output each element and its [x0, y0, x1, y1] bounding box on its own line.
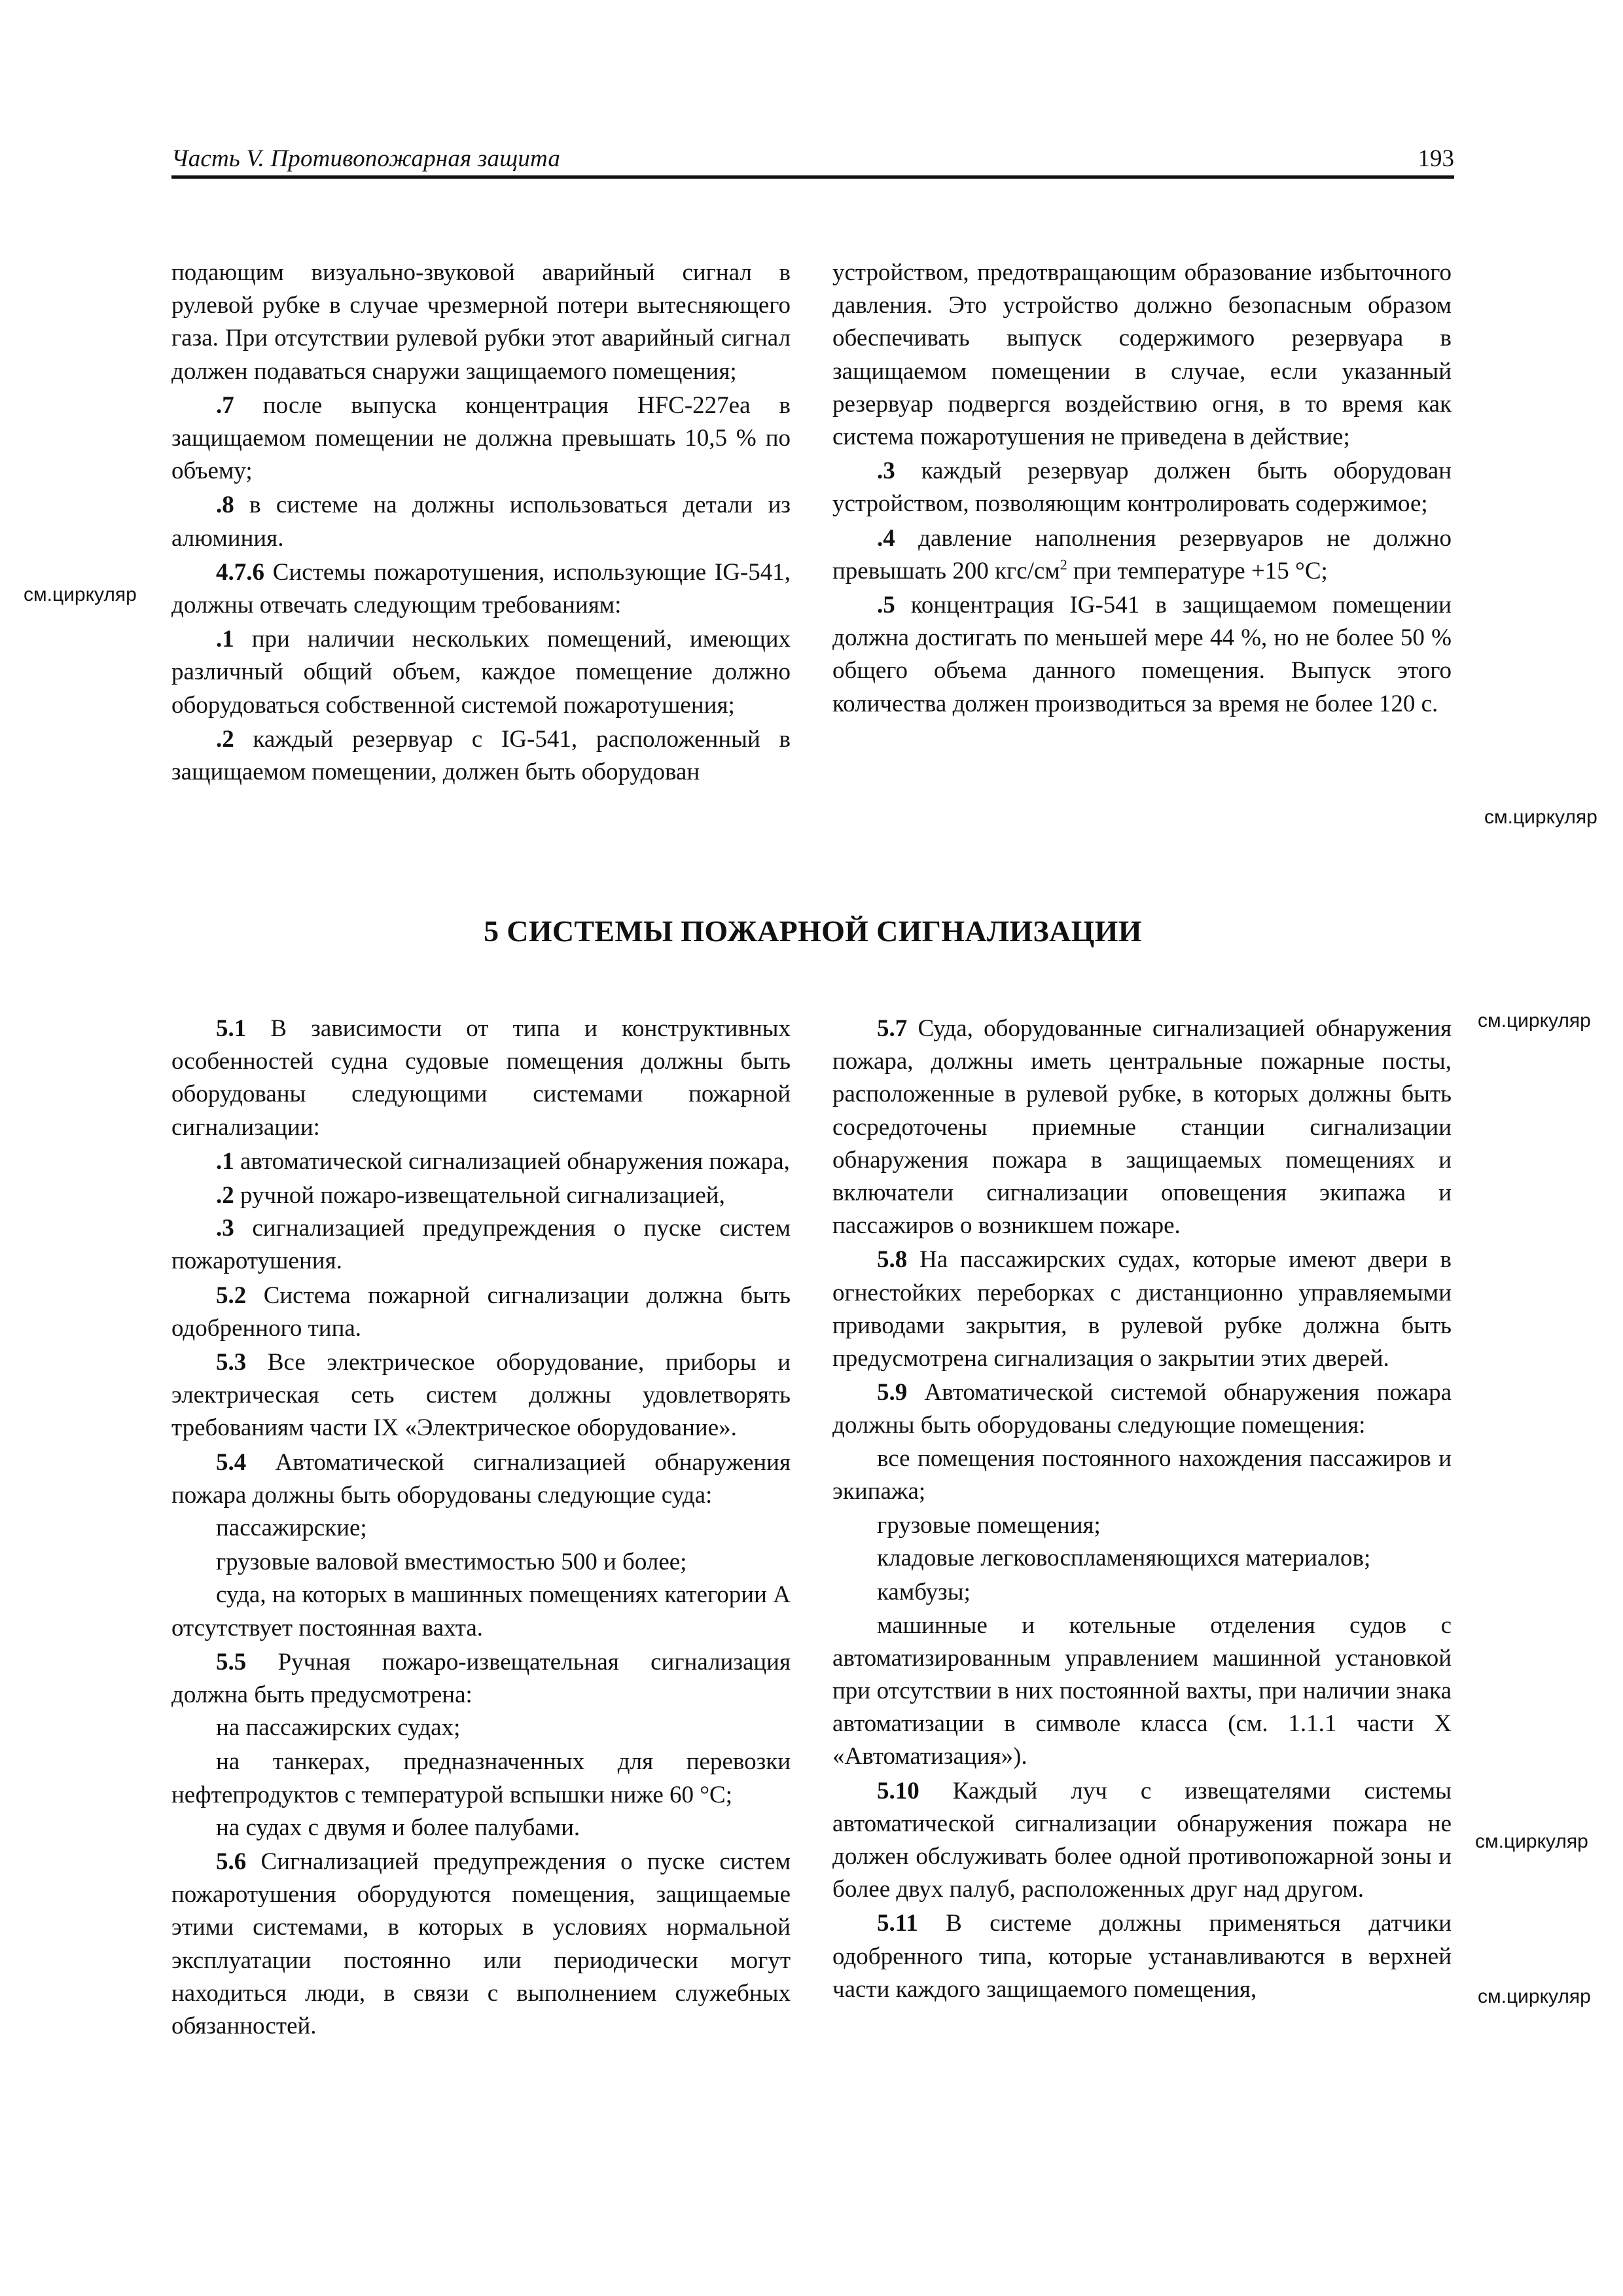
paragraph: подающим визуально-звуковой аварийный сигнал в рулевой рубке в случае чрезмерной потери вытесняющего газа. При отсутствии рулевой рубки этот аварийный сигнал должен подаваться снаружи защищаемого помещения; [171, 259, 791, 385]
list-item: на танкерах, предназначенных для перевозки нефтепродуктов с температурой вспышки ниже 60 °С; [171, 1748, 791, 1808]
paragraph: .7 после выпуска концентрация HFC-227ea в защищаемом помещении не должна превышать 10,5 % по объему; [171, 391, 791, 485]
header-divider [171, 175, 1454, 179]
paragraph: 5.1 В зависимости от типа и конструктивных особенностей судна судовые помещения должны быть оборудованы следующими системами пожарной сигнализации: [171, 1015, 791, 1141]
margin-note-circular: см.циркуляр [1478, 1010, 1591, 1031]
paragraph: .5 концентрация IG-541 в защищаемом помещении должна достигать по меньшей мере 44 %, но не более 50 % общего объема данного помещения. Выпуск этого количества должен производиться за время не более 120 с. [832, 592, 1452, 717]
bottom-left-column [171, 1013, 791, 2043]
top-left-column [171, 257, 791, 789]
margin-note-circular: см.циркуляр [1484, 806, 1597, 828]
list-item: камбузы; [877, 1579, 971, 1606]
paragraph: устройством, предотвращающим образование избыточного давления. Это устройство должно безопасным образом обеспечивать выпуск содержимого резервуара в защищаемом помещении в случае, если указанный резервуар подвергся воздействию огня, в то время как система пожаротушения не приведена в действие; [832, 259, 1452, 451]
list-item: на пассажирских судах; [216, 1714, 461, 1742]
margin-note-circular: см.циркуляр [1478, 1986, 1591, 2007]
running-header-title: Часть V. Противопожарная защита [171, 145, 561, 172]
list-item: на судах с двумя и более палубами. [216, 1814, 580, 1841]
paragraph: 5.3 Все электрическое оборудование, приборы и электрическая сеть систем должны удовлетворять требованиям части IX «Электрическое оборудование». [171, 1349, 791, 1442]
paragraph: .3 сигнализацией предупреждения о пуске систем пожаротушения. [171, 1215, 791, 1275]
paragraph: 4.7.6 Системы пожаротушения, использующие IG-541, должны отвечать следующим требованиям: [171, 558, 791, 619]
paragraph: .8 в системе на должны использоваться детали из алюминия. [171, 492, 791, 552]
section-title: 5 СИСТЕМЫ ПОЖАРНОЙ СИГНАЛИЗАЦИИ [484, 914, 1142, 948]
paragraph: .4 давление наполнения резервуаров не должно превышать 200 кгс/$см^2$ при температуре +15 °С; [832, 524, 1452, 584]
list-item: машинные и котельные отделения судов с автоматизированным управлением машинной установкой при отсутствии в них постоянной вахты, при наличии знака автоматизации в символе класса (см. 1.1.1 части Х «Автоматизация»). [832, 1611, 1452, 1770]
list-item: грузовые валовой вместимостью 500 и более; [216, 1549, 687, 1576]
paragraph: 5.10 Каждый луч с извещателями системы автоматической сигнализации обнаружения пожара не должен обслуживать более одной противопожарной зоны и более двух палуб, расположенных друг над другом. [832, 1777, 1452, 1903]
paragraph: 5.7 Суда, оборудованные сигнализацией обнаружения пожара, должны иметь центральные пожарные посты, расположенные в рулевой рубке, в которых должны быть сосредоточены приемные станции сигнализации обнаружения пожара в защищаемых помещениях и включатели сигнализации оповещения экипажа и пассажиров о возникшем пожаре. [832, 1015, 1452, 1240]
paragraph: .2 ручной пожаро-извещательной сигнализацией, [216, 1182, 725, 1210]
list-item: кладовые легковоспламеняющихся материалов; [877, 1545, 1371, 1572]
paragraph: 5.9 Автоматической системой обнаружения пожара должны быть оборудованы следующие помещения: [832, 1379, 1452, 1439]
paragraph: .1 при наличии нескольких помещений, имеющих различный общий объем, каждое помещение должно оборудоваться собственной системой пожаротушения; [171, 626, 791, 719]
paragraph: 5.6 Сигнализацией предупреждения о пуске систем пожаротушения оборудуются помещения, защищаемые этими системами, в которых в условиях нормальной эксплуатации постоянно или периодически могут находиться люди, в связи с выполнением служебных обязанностей. [171, 1848, 791, 2040]
paragraph: 5.2 Система пожарной сигнализации должна быть одобренного типа. [171, 1282, 791, 1342]
paragraph: .3 каждый резервуар должен быть оборудован устройством, позволяющим контролировать содержимое; [832, 457, 1452, 518]
margin-note-circular: см.циркуляр [1475, 1831, 1588, 1852]
paragraph: 5.11 В системе должны применяться датчики одобренного типа, которые устанавливаются в верхней части каждого защищаемого помещения, [832, 1910, 1452, 2003]
list-item: все помещения постоянного нахождения пассажиров и экипажа; [832, 1444, 1452, 1505]
top-right-column [832, 257, 1452, 721]
paragraph: 5.8 На пассажирских судах, которые имеют двери в огнестойких переборках с дистанционно управляемыми приводами закрытия, в рулевой рубке должна быть предусмотрена сигнализация о закрытии этих дверей. [832, 1246, 1452, 1372]
list-item: пассажирские; [216, 1515, 367, 1542]
page-number: 193 [1418, 145, 1454, 172]
bottom-right-column [832, 1013, 1452, 2006]
margin-note-circular: см.циркуляр [24, 584, 137, 605]
paragraph: 5.5 Ручная пожаро-извещательная сигнализация должна быть предусмотрена: [171, 1648, 791, 1709]
paragraph: 5.4 Автоматической сигнализацией обнаружения пожара должны быть оборудованы следующие суда: [171, 1448, 791, 1509]
list-item: грузовые помещения; [877, 1512, 1101, 1539]
list-item: суда, на которых в машинных помещениях категории А отсутствует постоянная вахта. [171, 1581, 791, 1641]
paragraph: .2 каждый резервуар с IG-541, расположенный в защищаемом помещении, должен быть оборудован [171, 725, 791, 786]
paragraph: .1 автоматической сигнализацией обнаружения пожара, [216, 1147, 790, 1175]
